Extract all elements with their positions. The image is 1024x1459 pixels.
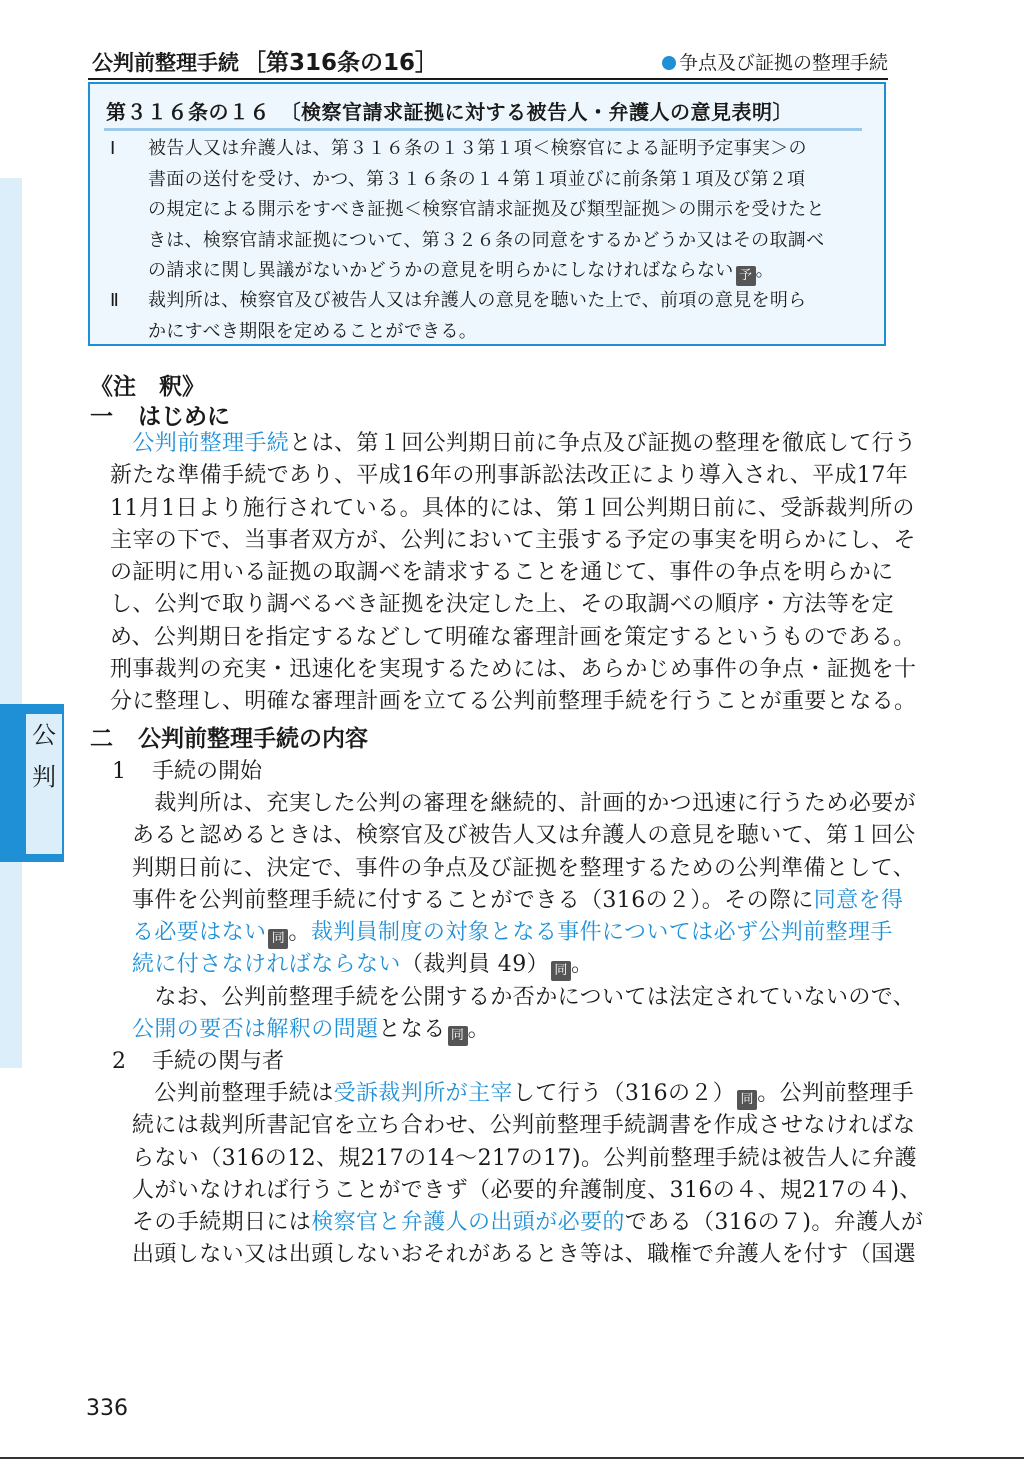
reference-mark-icon: 同 <box>448 1026 468 1046</box>
text-line: 刑事裁判の充実・迅速化を実現するためには、あらかじめ事件の争点・証拠を十 <box>110 657 917 683</box>
article-title-rule <box>104 128 862 131</box>
text-line: 分に整理し、明確な審理計画を立てる公判前整理手続を行うことが重要となる。 <box>110 689 917 715</box>
text-line: 11月1日より施行されている。具体的には、第１回公判期日前に、受訴裁判所の <box>110 495 915 521</box>
running-header-section <box>662 48 888 75</box>
paragraph-number: Ⅱ <box>110 290 120 311</box>
text-line: である（316の７)。弁護人が <box>624 1210 924 1236</box>
article-title: 第３１６条の１６ 〔検察官請求証拠に対する被告人・弁護人の意見表明〕 <box>106 100 793 124</box>
subsection-heading-1 <box>112 754 262 785</box>
text-line: あると認めるときは、検察官及び被告人又は弁護人の意見を聴いて、第１回公 <box>132 823 916 849</box>
keyword-link: 続に付さなければならない <box>132 952 401 978</box>
text-line: 裁判所は、充実した公判の審理を継続的、計画的かつ迅速に行うため必要が <box>154 791 917 816</box>
keyword-link: 公開の要否は解釈の問題 <box>132 1017 379 1043</box>
side-index-char: 公 <box>32 721 56 749</box>
subsection-number: 1 <box>112 759 126 784</box>
keyword-link: 同意を得 <box>813 887 904 913</box>
text-line: 書面の送付を受け、かつ、第３１６条の１４第１項並びに前条第１項及び第２項 <box>148 168 806 190</box>
article-paragraph-1 <box>110 134 825 287</box>
text-line: し、公判で取り調べるべき証拠を決定した上、その取調べの順序・方法等を定 <box>110 592 895 618</box>
text-line: 判期日前に、決定で、事件の争点及び証拠を整理するための公判準備として、 <box>132 855 916 881</box>
subsection-title: 手続の関与者 <box>152 1049 285 1074</box>
text-line: なお、公判前整理手続を公開するか否かについては法定されていないので、 <box>154 984 916 1010</box>
text-line: かにすべき期限を定めることができる。 <box>148 320 478 342</box>
section-number: 一 <box>90 403 113 430</box>
text-line: 。 <box>755 260 774 281</box>
text-line: とは、第１回公判期日前に争点及び証拠の整理を徹底して行う <box>289 431 917 456</box>
reference-mark-icon: 同 <box>268 929 288 949</box>
keyword-link: る必要はない <box>132 920 267 946</box>
text-line: 事件を公判前整理手続に付することができる（316の２）。その際に <box>132 887 814 913</box>
text-line: らない（316の12、規217の14〜217の17)。公判前整理手続は被告人に弁護 <box>132 1145 917 1171</box>
article-box <box>88 82 886 346</box>
text-line: きは、検察官請求証拠について、第３２６条の同意をするかどうか又はその取調べ <box>148 229 825 251</box>
header-article: ［第316条の16］ <box>243 50 439 76</box>
section-number: 二 <box>90 725 113 752</box>
text-line: の請求に関し異議がないかどうかの意見を明らかにしなければならない <box>148 260 734 281</box>
keyword-link: 受訴裁判所が主宰 <box>333 1081 513 1106</box>
keyword-link: 公判前整理手続 <box>132 431 290 456</box>
text-line: の規定による開示をすべき証拠＜検察官請求証拠及び類型証拠＞の開示を受けたと <box>148 199 825 220</box>
header-title: 公判前整理手続 <box>92 51 239 75</box>
page-number: 336 <box>86 1396 128 1421</box>
side-index-strip <box>0 178 22 1068</box>
subsection-heading-2 <box>112 1044 284 1075</box>
text-line: 出頭しない又は出頭しないおそれがあるとき等は、職権で弁護人を付す（国選 <box>132 1242 917 1268</box>
text-line: 新たな準備手続であり、平成16年の刑事訴訟法改正により導入され、平成17年 <box>110 463 909 489</box>
text-line: して行う（316の２） <box>512 1081 736 1106</box>
header-section: 争点及び証拠の整理手続 <box>678 52 888 74</box>
section-title: 公判前整理手続の内容 <box>138 725 368 752</box>
text-line: の証明に用いる証拠の取調べを請求することを通じて、事件の争点を明らかに <box>110 560 894 586</box>
header-rule <box>88 78 888 80</box>
text-line: 裁判所は、検察官及び被告人又は弁護人の意見を聴いた上で、前項の意見を明ら <box>148 290 807 311</box>
subsection-2-body <box>132 1078 923 1272</box>
text-line: となる <box>378 1017 446 1043</box>
text-line: その手続期日には <box>132 1210 312 1236</box>
notes-heading: 《注 釈》 <box>90 373 205 400</box>
reference-mark-icon: 予 <box>736 266 756 286</box>
section-heading-2 <box>90 720 368 753</box>
section-1-body <box>110 428 916 719</box>
side-index-char: 判 <box>32 763 56 791</box>
text-line: 公判前整理手続は <box>154 1081 334 1106</box>
paragraph-number: Ⅰ <box>110 138 116 159</box>
running-header-title <box>92 44 438 77</box>
keyword-link: 検察官と弁護人の出頭が必要的 <box>311 1210 625 1236</box>
section-heading-1 <box>90 398 230 431</box>
section-title: はじめに <box>138 403 230 430</box>
reference-mark-icon: 同 <box>551 961 571 981</box>
keyword-link: 裁判員制度の対象となる事件については必ず公判前整理手 <box>310 920 893 946</box>
bullet-dot-icon <box>662 56 676 70</box>
text-line: 被告人又は弁護人は、第３１６条の１３第１項＜検察官による証明予定事実＞の <box>148 138 807 159</box>
reference-mark-icon: 同 <box>737 1090 757 1110</box>
text-line: め、公判期日を指定するなどして明確な審理計画を策定するというものである。 <box>110 624 916 650</box>
side-index-label <box>26 714 62 854</box>
subsection-1-body: 裁判所は、充実した公判の審理を継続的、計画的かつ迅速に行うため必要が あると認めるときは、検察官及び被告人又は弁護人の意見を聴いて、第１回公 判期日前に、決定で、事件の争点及び証拠を整理するための公判準備として、 事件を公判前整理手続に付することができる（316の２）。その際に同意を得 る必要はない 同 。裁判員制度の対象となる事件については必ず公判前整理手 続に付さなければならない（裁判員 49） 同 。 なお、公判前整理手続を公開するか否かについては法定されていないので、 公開の要否は解釈の問題となる 同 。 <box>132 788 916 1046</box>
text-line: 続には裁判所書記官を立ち合わせ、公判前整理手続調書を作成させなければな <box>132 1113 916 1139</box>
subsection-title: 手続の開始 <box>152 759 263 784</box>
text-line: 。公判前整理手 <box>757 1081 915 1106</box>
text-line: 人がいなければ行うことができず（必要的弁護制度、316の４、規217の４)、 <box>132 1177 922 1203</box>
subsection-number: 2 <box>112 1049 126 1074</box>
text-line: 主宰の下で、当事者双方が、公判において主張する予定の事実を明らかにし、そ <box>110 527 916 553</box>
text-line: （裁判員 49） <box>400 952 550 978</box>
article-paragraph-2 <box>110 286 806 347</box>
